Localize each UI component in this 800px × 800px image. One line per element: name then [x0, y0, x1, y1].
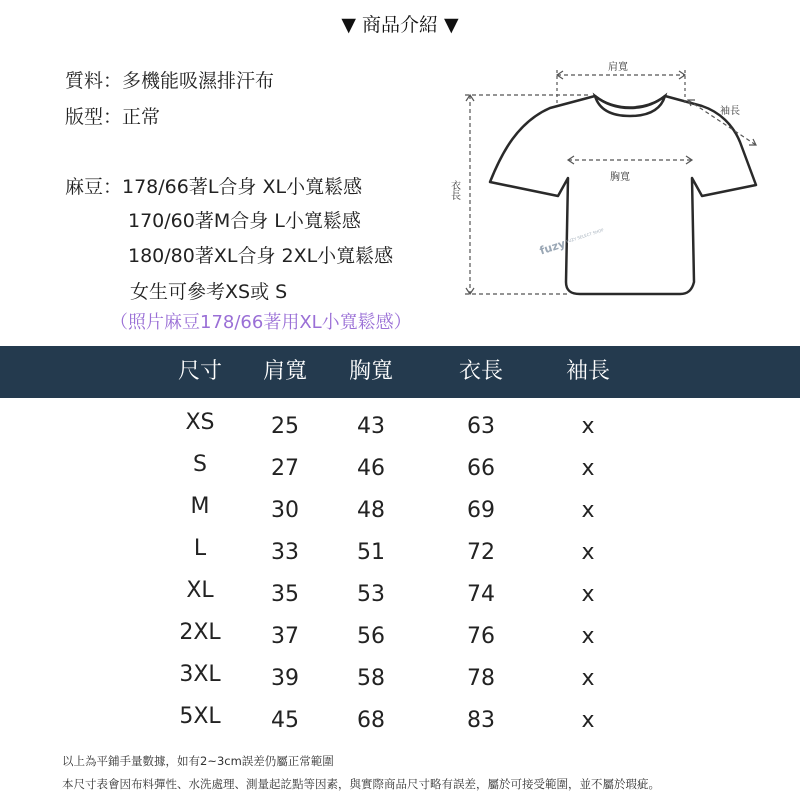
- material-text: 質料：多機能吸濕排汗布: [65, 70, 275, 92]
- cell-length: 72: [467, 540, 495, 565]
- cell-size: XL: [186, 578, 214, 603]
- women-note: 女生可參考XS或 S: [130, 281, 288, 303]
- table-row: [0, 654, 800, 696]
- cell-sleeve: x: [581, 582, 595, 607]
- cell-size: 5XL: [179, 704, 221, 729]
- cell-size: S: [193, 452, 207, 477]
- shoulder-label: 肩寬: [608, 62, 628, 73]
- cell-chest: 43: [357, 414, 385, 439]
- cell-sleeve: x: [581, 624, 595, 649]
- header-length: 衣長: [458, 359, 503, 384]
- cell-sleeve: x: [581, 666, 595, 691]
- cell-chest: 46: [357, 456, 385, 481]
- cell-chest: 68: [357, 708, 385, 733]
- header-shoulder: 肩寬: [262, 359, 307, 384]
- header-sleeve: 袖長: [565, 359, 610, 384]
- cell-chest: 58: [357, 666, 385, 691]
- brand-logo: fuzy: [538, 237, 567, 258]
- cell-size: XS: [185, 410, 215, 435]
- length-label: 衣長: [448, 180, 460, 200]
- note-2: 本尺寸表會因布料彈性、水洗處理、測量起訖點等因素，與實際商品尺寸略有誤差，屬於可接受範圍，並不屬於瑕疵。: [62, 777, 660, 791]
- table-row: [0, 402, 800, 444]
- cell-shoulder: 39: [271, 666, 299, 691]
- cell-length: 83: [467, 708, 495, 733]
- cell-length: 74: [467, 582, 495, 607]
- cell-length: 66: [467, 456, 495, 481]
- brand-tagline: FUZY SELECT SHOP: [565, 227, 605, 245]
- header-chest: 胸寬: [348, 359, 393, 384]
- table-row: [0, 486, 800, 528]
- cell-length: 69: [467, 498, 495, 523]
- model-text-3: 180/80著XL合身 2XL小寬鬆感: [128, 245, 394, 267]
- cell-length: 76: [467, 624, 495, 649]
- cell-sleeve: x: [581, 456, 595, 481]
- cell-shoulder: 27: [271, 456, 299, 481]
- model-text-2: 170/60著M合身 L小寬鬆感: [128, 210, 361, 232]
- tshirt-icon: [490, 96, 756, 294]
- cell-sleeve: x: [581, 414, 595, 439]
- header-size: 尺寸: [177, 359, 222, 384]
- sleeve-label: 袖長: [720, 106, 740, 117]
- cell-size: M: [190, 494, 210, 519]
- section-title: ▼ 商品介紹 ▼: [341, 14, 459, 36]
- cell-shoulder: 37: [271, 624, 299, 649]
- table-row: [0, 444, 800, 486]
- cell-shoulder: 45: [271, 708, 299, 733]
- cell-size: L: [193, 536, 207, 561]
- table-row: [0, 696, 800, 738]
- cell-shoulder: 35: [271, 582, 299, 607]
- cell-sleeve: x: [581, 498, 595, 523]
- cell-size: 3XL: [179, 662, 221, 687]
- fit-text: 版型：正常: [65, 106, 161, 128]
- cell-chest: 48: [357, 498, 385, 523]
- cell-sleeve: x: [581, 708, 595, 733]
- model-text-1: 麻豆：178/66著L合身 XL小寬鬆感: [65, 176, 363, 198]
- cell-chest: 51: [357, 540, 385, 565]
- table-row: [0, 528, 800, 570]
- cell-shoulder: 33: [271, 540, 299, 565]
- cell-chest: 56: [357, 624, 385, 649]
- chest-label: 胸寬: [610, 172, 630, 183]
- cell-length: 63: [467, 414, 495, 439]
- note-1: 以上為平鋪手量數據，如有2~3cm誤差仍屬正常範圍: [62, 754, 334, 768]
- cell-length: 78: [467, 666, 495, 691]
- table-row: [0, 570, 800, 612]
- cell-size: 2XL: [179, 620, 221, 645]
- cell-chest: 53: [357, 582, 385, 607]
- table-row: [0, 612, 800, 654]
- size-table-header: [0, 346, 800, 398]
- tshirt-measure-diagram: [440, 50, 770, 310]
- model-highlight: （照片麻豆178/66著用XL小寬鬆感）: [110, 312, 412, 333]
- cell-sleeve: x: [581, 540, 595, 565]
- cell-shoulder: 30: [271, 498, 299, 523]
- cell-shoulder: 25: [271, 414, 299, 439]
